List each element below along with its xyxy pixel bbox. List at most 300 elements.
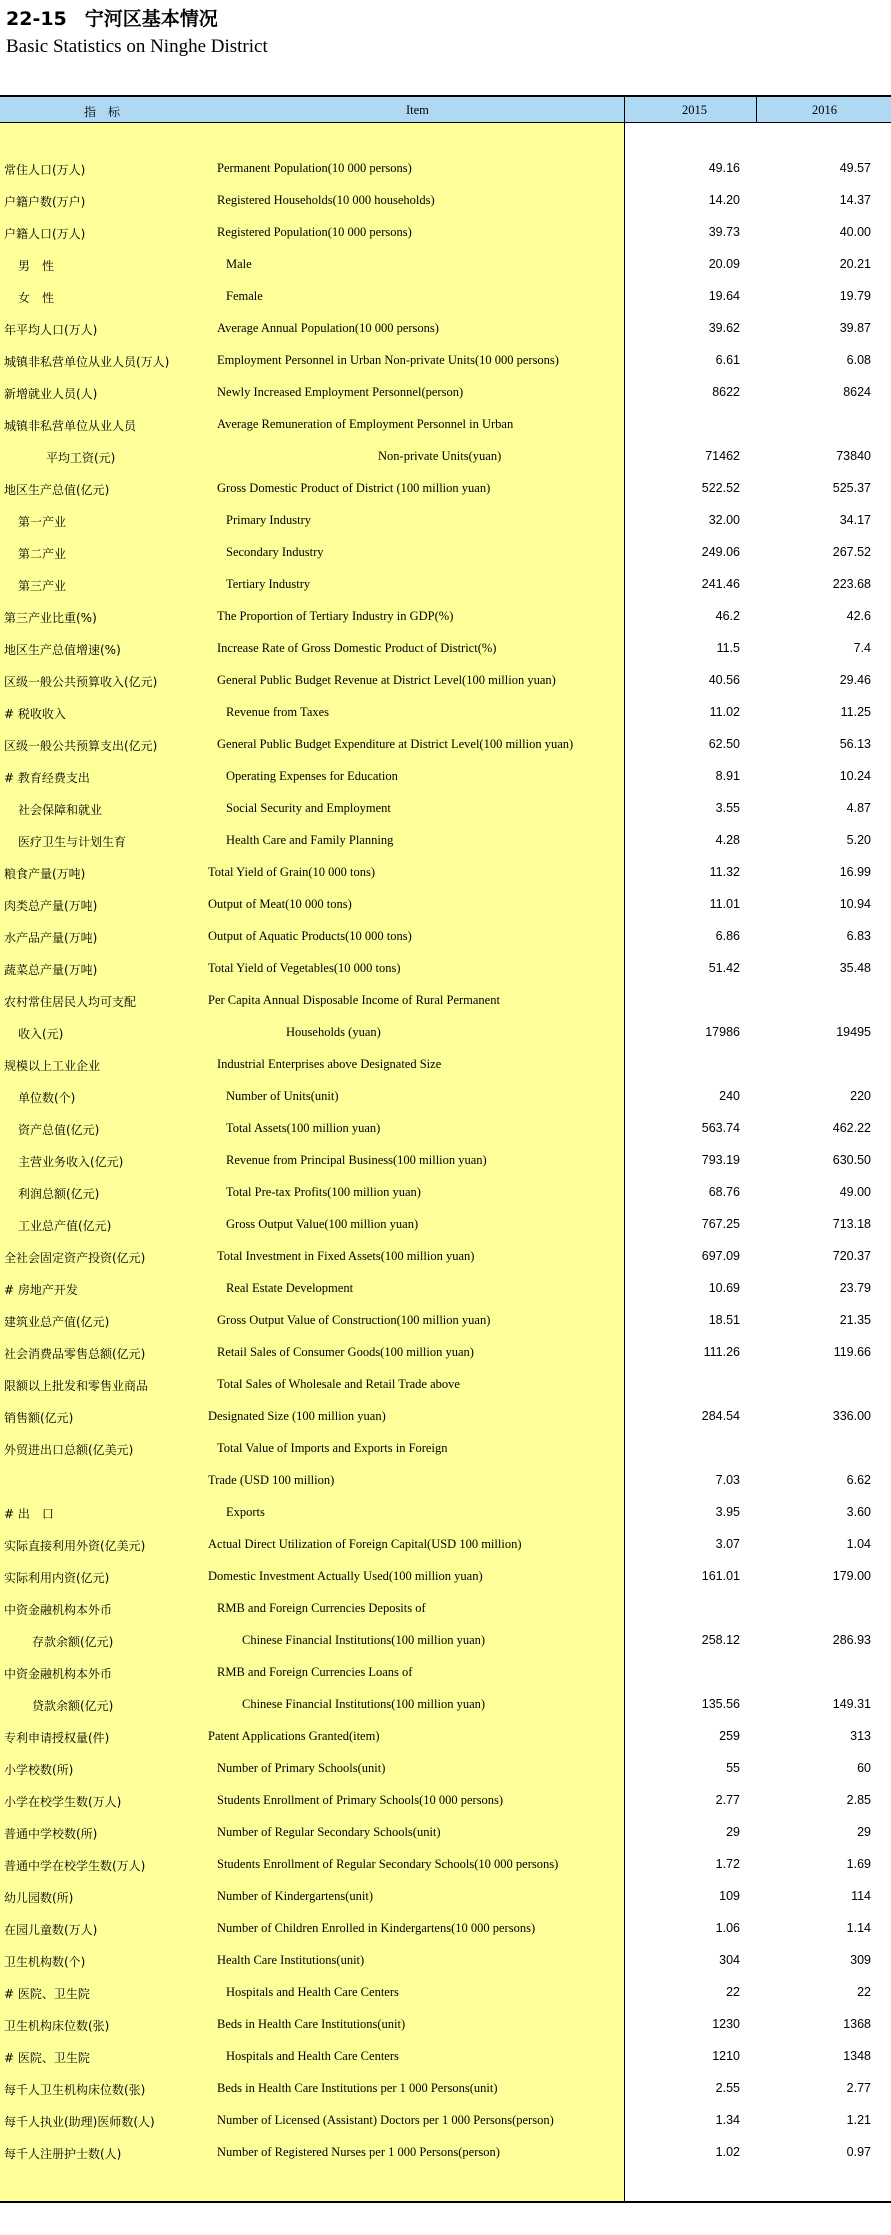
value-2015: 258.12 xyxy=(701,1633,740,1647)
value-2015: 20.09 xyxy=(708,257,740,271)
value-2016: 39.87 xyxy=(839,321,871,335)
row-label-cn: # 税收收入 xyxy=(4,707,66,721)
table-row xyxy=(0,505,891,537)
row-label-cn: 粮食产量(万吨) xyxy=(4,867,86,881)
row-label-en: Newly Increased Employment Personnel(person) xyxy=(217,385,464,399)
value-2015: 62.50 xyxy=(708,737,740,751)
row-label-en: Trade (USD 100 million) xyxy=(208,1473,335,1487)
table-row xyxy=(0,985,891,1017)
row-label-en: Chinese Financial Institutions(100 million yuan) xyxy=(242,1697,486,1711)
row-label-en: Average Annual Population(10 000 persons) xyxy=(217,321,439,335)
value-2015: 109 xyxy=(719,1889,740,1903)
table-row xyxy=(0,1369,891,1401)
row-label-cn: 普通中学在校学生数(万人) xyxy=(4,1859,146,1873)
table-number: 22-15 xyxy=(6,8,67,30)
value-2016: 2.85 xyxy=(846,1793,871,1807)
value-2015: 1.34 xyxy=(715,2113,740,2127)
row-label-en: Registered Population(10 000 persons) xyxy=(217,225,412,239)
table-row xyxy=(0,1273,891,1305)
row-label-en: Total Yield of Grain(10 000 tons) xyxy=(208,865,376,879)
row-label-en: Secondary Industry xyxy=(226,545,324,559)
value-2015: 2.77 xyxy=(715,1793,740,1807)
table-row xyxy=(0,185,891,217)
value-2016: 119.66 xyxy=(833,1345,871,1359)
table-row xyxy=(0,1049,891,1081)
value-2016: 462.22 xyxy=(832,1121,871,1135)
table-row xyxy=(0,1241,891,1273)
table-row xyxy=(0,1465,891,1497)
row-label-en: Number of Kindergartens(unit) xyxy=(217,1889,373,1903)
row-label-cn: 卫生机构数(个) xyxy=(4,1955,86,1969)
row-label-en: Operating Expenses for Education xyxy=(226,769,398,783)
row-label-en: Health Care Institutions(unit) xyxy=(217,1953,365,1967)
row-label-en: Hospitals and Health Care Centers xyxy=(226,1985,399,1999)
row-label-en: Exports xyxy=(226,1505,265,1519)
value-2016: 1.21 xyxy=(846,2113,871,2127)
table-row xyxy=(0,1081,891,1113)
table-row xyxy=(0,569,891,601)
value-2016: 35.48 xyxy=(839,961,871,975)
value-2016: 267.52 xyxy=(832,545,871,559)
row-label-en: Health Care and Family Planning xyxy=(226,833,394,847)
value-2015: 40.56 xyxy=(708,673,740,687)
value-2015: 4.28 xyxy=(715,833,740,847)
value-2015: 32.00 xyxy=(708,513,740,527)
value-2015: 135.56 xyxy=(701,1697,740,1711)
row-label-en: Per Capita Annual Disposable Income of Rural Permanent xyxy=(208,993,500,1007)
value-2015: 22 xyxy=(726,1985,740,1999)
table-row xyxy=(0,1401,891,1433)
table-row xyxy=(0,633,891,665)
row-label-cn: 男 性 xyxy=(18,259,55,273)
row-label-en: Output of Aquatic Products(10 000 tons) xyxy=(208,929,412,943)
row-label-cn: # 出 口 xyxy=(4,1507,54,1521)
row-label-cn: 中资金融机构本外币 xyxy=(4,1667,113,1681)
table-row xyxy=(0,793,891,825)
row-label-cn: 户籍户数(万户) xyxy=(4,195,86,209)
row-label-cn: 第二产业 xyxy=(18,547,67,561)
value-2015: 8622 xyxy=(712,385,740,399)
value-2015: 1.72 xyxy=(715,1857,740,1871)
value-2016: 1.69 xyxy=(846,1857,871,1871)
row-label-en: Students Enrollment of Primary Schools(10 000 persons) xyxy=(217,1793,504,1807)
table-row xyxy=(0,345,891,377)
header-2016: 2016 xyxy=(812,103,837,117)
value-2016: 525.37 xyxy=(832,481,871,495)
table-row xyxy=(0,857,891,889)
row-label-en: Retail Sales of Consumer Goods(100 million yuan) xyxy=(217,1345,474,1359)
value-2016: 336.00 xyxy=(832,1409,871,1423)
value-2015: 1.02 xyxy=(715,2145,740,2159)
row-label-en: The Proportion of Tertiary Industry in GDP(%) xyxy=(217,609,454,623)
row-label-en: Number of Regular Secondary Schools(unit) xyxy=(217,1825,441,1839)
table-row xyxy=(0,1625,891,1657)
row-label-cn: 户籍人口(万人) xyxy=(4,227,86,241)
table-row xyxy=(0,665,891,697)
row-label-en: Permanent Population(10 000 persons) xyxy=(217,161,412,175)
value-2016: 49.57 xyxy=(839,161,871,175)
row-label-en: Industrial Enterprises above Designated Size xyxy=(217,1057,442,1071)
table-row xyxy=(0,281,891,313)
table-row xyxy=(0,1881,891,1913)
row-label-en: Number of Units(unit) xyxy=(226,1089,339,1103)
row-label-cn: 实际利用内资(亿元) xyxy=(4,1571,110,1585)
row-label-en: Real Estate Development xyxy=(226,1281,354,1295)
row-label-cn: 农村常住居民人均可支配 xyxy=(4,995,137,1009)
row-label-en: Primary Industry xyxy=(226,513,312,527)
row-label-cn: # 医院、卫生院 xyxy=(4,2051,90,2065)
table-row xyxy=(0,2105,891,2137)
row-label-en: Revenue from Taxes xyxy=(226,705,330,719)
table-row xyxy=(0,537,891,569)
row-label-cn: 第一产业 xyxy=(18,515,67,529)
table-row xyxy=(0,889,891,921)
row-label-cn: 贷款余额(亿元) xyxy=(32,1699,114,1713)
table-row xyxy=(0,1849,891,1881)
value-2015: 19.64 xyxy=(708,289,740,303)
value-2015: 522.52 xyxy=(701,481,740,495)
value-2016: 1368 xyxy=(843,2017,871,2031)
value-2015: 3.07 xyxy=(715,1537,740,1551)
value-2015: 111.26 xyxy=(703,1345,740,1359)
row-label-cn: 社会保障和就业 xyxy=(18,803,103,817)
row-label-cn: 存款余额(亿元) xyxy=(32,1635,114,1649)
page-title-cn xyxy=(6,4,218,31)
value-2016: 223.68 xyxy=(832,577,871,591)
value-2016: 8624 xyxy=(843,385,871,399)
table-row xyxy=(0,729,891,761)
row-label-en: Number of Registered Nurses per 1 000 Persons(person) xyxy=(217,2145,500,2159)
value-2016: 6.62 xyxy=(846,1473,871,1487)
row-label-en: Male xyxy=(226,257,252,271)
value-2016: 73840 xyxy=(836,449,871,463)
table-row xyxy=(0,697,891,729)
value-2015: 29 xyxy=(726,1825,740,1839)
row-label-cn: 利润总额(亿元) xyxy=(18,1187,100,1201)
table-header xyxy=(0,95,891,123)
value-2016: 19.79 xyxy=(839,289,871,303)
value-2015: 49.16 xyxy=(708,161,740,175)
table-row xyxy=(0,2137,891,2169)
table-row xyxy=(0,217,891,249)
row-label-en: Gross Domestic Product of District (100 million yuan) xyxy=(217,481,491,495)
row-label-en: RMB and Foreign Currencies Loans of xyxy=(217,1665,413,1679)
value-2015: 71462 xyxy=(705,449,740,463)
row-label-cn: 中资金融机构本外币 xyxy=(4,1603,113,1617)
value-2016: 2.77 xyxy=(846,2081,871,2095)
table-row xyxy=(0,2009,891,2041)
value-2015: 1230 xyxy=(712,2017,740,2031)
value-2016: 720.37 xyxy=(832,1249,871,1263)
row-label-cn: 新增就业人员(人) xyxy=(4,387,98,401)
row-label-en: Output of Meat(10 000 tons) xyxy=(208,897,352,911)
row-label-en: Female xyxy=(226,289,263,303)
value-2015: 2.55 xyxy=(715,2081,740,2095)
row-label-en: Gross Output Value(100 million yuan) xyxy=(226,1217,419,1231)
table-row xyxy=(0,249,891,281)
value-2016: 6.83 xyxy=(846,929,871,943)
row-label-en: Number of Licensed (Assistant) Doctors per 1 000 Persons(person) xyxy=(217,2113,554,2127)
value-2015: 7.03 xyxy=(715,1473,740,1487)
value-2016: 286.93 xyxy=(832,1633,871,1647)
table-row xyxy=(0,601,891,633)
row-label-cn: 水产品产量(万吨) xyxy=(4,931,98,945)
row-label-en: Beds in Health Care Institutions per 1 000 Persons(unit) xyxy=(217,2081,498,2095)
row-label-en: Registered Households(10 000 households) xyxy=(217,193,435,207)
row-label-cn: 收入(元) xyxy=(18,1027,64,1041)
table-row xyxy=(0,1657,891,1689)
row-label-en: Total Value of Imports and Exports in Foreign xyxy=(217,1441,448,1455)
row-label-en: General Public Budget Expenditure at District Level(100 million yuan) xyxy=(217,737,574,751)
value-2016: 1.04 xyxy=(846,1537,871,1551)
value-2016: 29.46 xyxy=(839,673,871,687)
value-2016: 11.25 xyxy=(840,705,871,719)
value-2016: 19495 xyxy=(836,1025,871,1039)
row-label-cn: 工业总产值(亿元) xyxy=(18,1219,112,1233)
table-row xyxy=(0,1561,891,1593)
value-2015: 11.02 xyxy=(709,705,740,719)
value-2015: 1210 xyxy=(712,2049,740,2063)
value-2016: 34.17 xyxy=(839,513,871,527)
table-row xyxy=(0,761,891,793)
row-label-cn: 肉类总产量(万吨) xyxy=(4,899,98,913)
row-label-cn: 在园儿童数(万人) xyxy=(4,1923,98,1937)
row-label-cn: 规模以上工业企业 xyxy=(4,1059,101,1073)
row-label-cn: 城镇非私营单位从业人员(万人) xyxy=(4,355,170,369)
table-row xyxy=(0,1913,891,1945)
header-2015: 2015 xyxy=(682,103,707,117)
table-row xyxy=(0,153,891,185)
table-row xyxy=(0,1017,891,1049)
value-2015: 68.76 xyxy=(708,1185,740,1199)
row-label-en: Designated Size (100 million yuan) xyxy=(208,1409,386,1423)
value-2016: 22 xyxy=(857,1985,871,1999)
row-label-en: Revenue from Principal Business(100 million yuan) xyxy=(226,1153,487,1167)
table-row xyxy=(0,1305,891,1337)
value-2016: 7.4 xyxy=(853,641,871,655)
value-2016: 6.08 xyxy=(846,353,871,367)
value-2015: 304 xyxy=(719,1953,740,1967)
value-2016: 114 xyxy=(851,1889,871,1903)
value-2016: 21.35 xyxy=(839,1313,871,1327)
value-2015: 161.01 xyxy=(701,1569,740,1583)
value-2016: 179.00 xyxy=(832,1569,871,1583)
value-2015: 259 xyxy=(719,1729,740,1743)
row-label-en: Increase Rate of Gross Domestic Product of District(%) xyxy=(217,641,497,655)
table-bottom-rule xyxy=(0,2201,891,2203)
row-label-en: Households (yuan) xyxy=(286,1025,381,1039)
row-label-cn: 每千人卫生机构床位数(张) xyxy=(4,2083,146,2097)
value-2015: 39.62 xyxy=(708,321,740,335)
row-label-en: Total Sales of Wholesale and Retail Trade above xyxy=(217,1377,460,1391)
table-row xyxy=(0,377,891,409)
value-2015: 55 xyxy=(726,1761,740,1775)
row-label-cn: 区级一般公共预算收入(亿元) xyxy=(4,675,158,689)
table-row xyxy=(0,1177,891,1209)
table-row xyxy=(0,313,891,345)
table-row xyxy=(0,441,891,473)
value-2015: 241.46 xyxy=(701,577,740,591)
value-2016: 3.60 xyxy=(846,1505,871,1519)
row-label-cn: 全社会固定资产投资(亿元) xyxy=(4,1251,146,1265)
value-2016: 29 xyxy=(857,1825,871,1839)
value-2015: 17986 xyxy=(705,1025,740,1039)
row-label-en: Students Enrollment of Regular Secondary Schools(10 000 persons) xyxy=(217,1857,559,1871)
row-label-en: Employment Personnel in Urban Non-private Units(10 000 persons) xyxy=(217,353,559,367)
row-label-cn: 社会消费品零售总额(亿元) xyxy=(4,1347,146,1361)
table-row xyxy=(0,1145,891,1177)
table-row xyxy=(0,1529,891,1561)
value-2015: 14.20 xyxy=(708,193,740,207)
value-2016: 309 xyxy=(850,1953,871,1967)
row-label-cn: # 房地产开发 xyxy=(4,1283,78,1297)
value-2015: 1.06 xyxy=(715,1921,740,1935)
row-label-en: Non-private Units(yuan) xyxy=(378,449,502,463)
row-label-en: Social Security and Employment xyxy=(226,801,391,815)
value-2016: 10.94 xyxy=(839,897,871,911)
value-2016: 4.87 xyxy=(846,801,871,815)
row-label-cn: # 医院、卫生院 xyxy=(4,1987,90,2001)
table-row xyxy=(0,953,891,985)
header-indicator: 指 标 xyxy=(84,105,121,119)
row-label-en: Number of Primary Schools(unit) xyxy=(217,1761,386,1775)
row-label-cn: 蔬菜总产量(万吨) xyxy=(4,963,98,977)
value-2016: 14.37 xyxy=(839,193,871,207)
row-label-cn: 地区生产总值(亿元) xyxy=(4,483,110,497)
value-2015: 697.09 xyxy=(701,1249,740,1263)
row-label-cn: 城镇非私营单位从业人员 xyxy=(4,419,137,433)
row-label-en: Hospitals and Health Care Centers xyxy=(226,2049,399,2063)
table-row xyxy=(0,1817,891,1849)
row-label-en: Number of Children Enrolled in Kindergartens(10 000 persons) xyxy=(217,1921,536,1935)
row-label-cn: 每千人执业(助理)医师数(人) xyxy=(4,2115,155,2129)
title-chinese: 宁河区基本情况 xyxy=(84,8,218,30)
value-2015: 46.2 xyxy=(715,609,740,623)
table-row xyxy=(0,1497,891,1529)
row-label-cn: 销售额(亿元) xyxy=(4,1411,74,1425)
row-label-cn: 医疗卫生与计划生育 xyxy=(18,835,127,849)
value-2015: 6.86 xyxy=(715,929,740,943)
table-row xyxy=(0,1689,891,1721)
row-label-cn: 女 性 xyxy=(18,291,55,305)
table-row xyxy=(0,1433,891,1465)
row-label-cn: 地区生产总值增速(%) xyxy=(4,643,121,657)
value-2016: 23.79 xyxy=(839,1281,871,1295)
value-2015: 793.19 xyxy=(701,1153,740,1167)
table-row xyxy=(0,1785,891,1817)
row-label-cn: 外贸进出口总额(亿美元) xyxy=(4,1443,134,1457)
row-label-en: Total Assets(100 million yuan) xyxy=(226,1121,381,1135)
table-row xyxy=(0,409,891,441)
value-2016: 149.31 xyxy=(832,1697,871,1711)
table-row xyxy=(0,1945,891,1977)
row-label-en: Total Investment in Fixed Assets(100 million yuan) xyxy=(217,1249,475,1263)
row-label-cn: 实际直接利用外资(亿美元) xyxy=(4,1539,146,1553)
row-label-en: General Public Budget Revenue at District Level(100 million yuan) xyxy=(217,673,556,687)
value-2015: 18.51 xyxy=(708,1313,740,1327)
value-2016: 5.20 xyxy=(846,833,871,847)
value-2016: 630.50 xyxy=(832,1153,871,1167)
row-label-en: RMB and Foreign Currencies Deposits of xyxy=(217,1601,426,1615)
row-label-cn: # 教育经费支出 xyxy=(4,771,90,785)
row-label-cn: 建筑业总产值(亿元) xyxy=(4,1315,110,1329)
value-2015: 39.73 xyxy=(708,225,740,239)
value-2015: 563.74 xyxy=(701,1121,740,1135)
value-2016: 1.14 xyxy=(846,1921,871,1935)
row-label-cn: 主营业务收入(亿元) xyxy=(18,1155,124,1169)
row-label-en: Patent Applications Granted(item) xyxy=(208,1729,380,1743)
row-label-cn: 小学在校学生数(万人) xyxy=(4,1795,122,1809)
value-2015: 3.95 xyxy=(715,1505,740,1519)
page-title-en: Basic Statistics on Ninghe District xyxy=(6,36,268,57)
row-label-cn: 资产总值(亿元) xyxy=(18,1123,100,1137)
table-row xyxy=(0,921,891,953)
row-label-cn: 平均工资(元) xyxy=(46,451,116,465)
table-row xyxy=(0,2073,891,2105)
table-row xyxy=(0,1593,891,1625)
row-label-en: Domestic Investment Actually Used(100 million yuan) xyxy=(208,1569,483,1583)
row-label-cn: 小学校数(所) xyxy=(4,1763,74,1777)
value-2015: 6.61 xyxy=(715,353,740,367)
value-2015: 8.91 xyxy=(715,769,740,783)
value-2016: 220 xyxy=(850,1089,871,1103)
value-2016: 10.24 xyxy=(839,769,871,783)
value-2016: 56.13 xyxy=(839,737,871,751)
row-label-en: Beds in Health Care Institutions(unit) xyxy=(217,2017,406,2031)
row-label-cn: 年平均人口(万人) xyxy=(4,323,98,337)
row-label-cn: 第三产业比重(%) xyxy=(4,611,97,625)
row-label-cn: 单位数(个) xyxy=(18,1091,76,1105)
table-row xyxy=(0,2041,891,2073)
row-label-en: Tertiary Industry xyxy=(226,577,311,591)
row-label-cn: 限额以上批发和零售业商品 xyxy=(4,1379,149,1393)
row-label-en: Average Remuneration of Employment Personnel in Urban xyxy=(217,417,514,431)
table-row xyxy=(0,1209,891,1241)
value-2015: 10.69 xyxy=(708,1281,740,1295)
value-2015: 249.06 xyxy=(701,545,740,559)
row-label-en: Chinese Financial Institutions(100 million yuan) xyxy=(242,1633,486,1647)
table-row xyxy=(0,1337,891,1369)
statistics-table xyxy=(0,95,891,2203)
row-label-en: Total Pre-tax Profits(100 million yuan) xyxy=(226,1185,421,1199)
row-label-en: Actual Direct Utilization of Foreign Capital(USD 100 million) xyxy=(208,1537,522,1551)
row-label-en: Gross Output Value of Construction(100 million yuan) xyxy=(217,1313,491,1327)
table-row xyxy=(0,473,891,505)
header-divider xyxy=(756,95,757,123)
table-row xyxy=(0,1977,891,2009)
value-2015: 3.55 xyxy=(715,801,740,815)
value-2016: 49.00 xyxy=(839,1185,871,1199)
value-2016: 713.18 xyxy=(832,1217,871,1231)
row-label-cn: 第三产业 xyxy=(18,579,67,593)
row-label-cn: 卫生机构床位数(张) xyxy=(4,2019,110,2033)
header-item: Item xyxy=(406,103,429,117)
value-2016: 42.6 xyxy=(846,609,871,623)
row-label-cn: 普通中学校数(所) xyxy=(4,1827,98,1841)
row-label-cn: 专利申请授权量(件) xyxy=(4,1731,110,1745)
value-2015: 51.42 xyxy=(708,961,740,975)
table-row xyxy=(0,1113,891,1145)
value-2015: 11.5 xyxy=(716,641,740,655)
value-2016: 1348 xyxy=(843,2049,871,2063)
row-label-cn: 常住人口(万人) xyxy=(4,163,86,177)
row-label-cn: 区级一般公共预算支出(亿元) xyxy=(4,739,158,753)
table-row xyxy=(0,825,891,857)
table-row xyxy=(0,1721,891,1753)
value-2015: 240 xyxy=(719,1089,740,1103)
row-label-cn: 幼儿园数(所) xyxy=(4,1891,74,1905)
value-2016: 40.00 xyxy=(839,225,871,239)
